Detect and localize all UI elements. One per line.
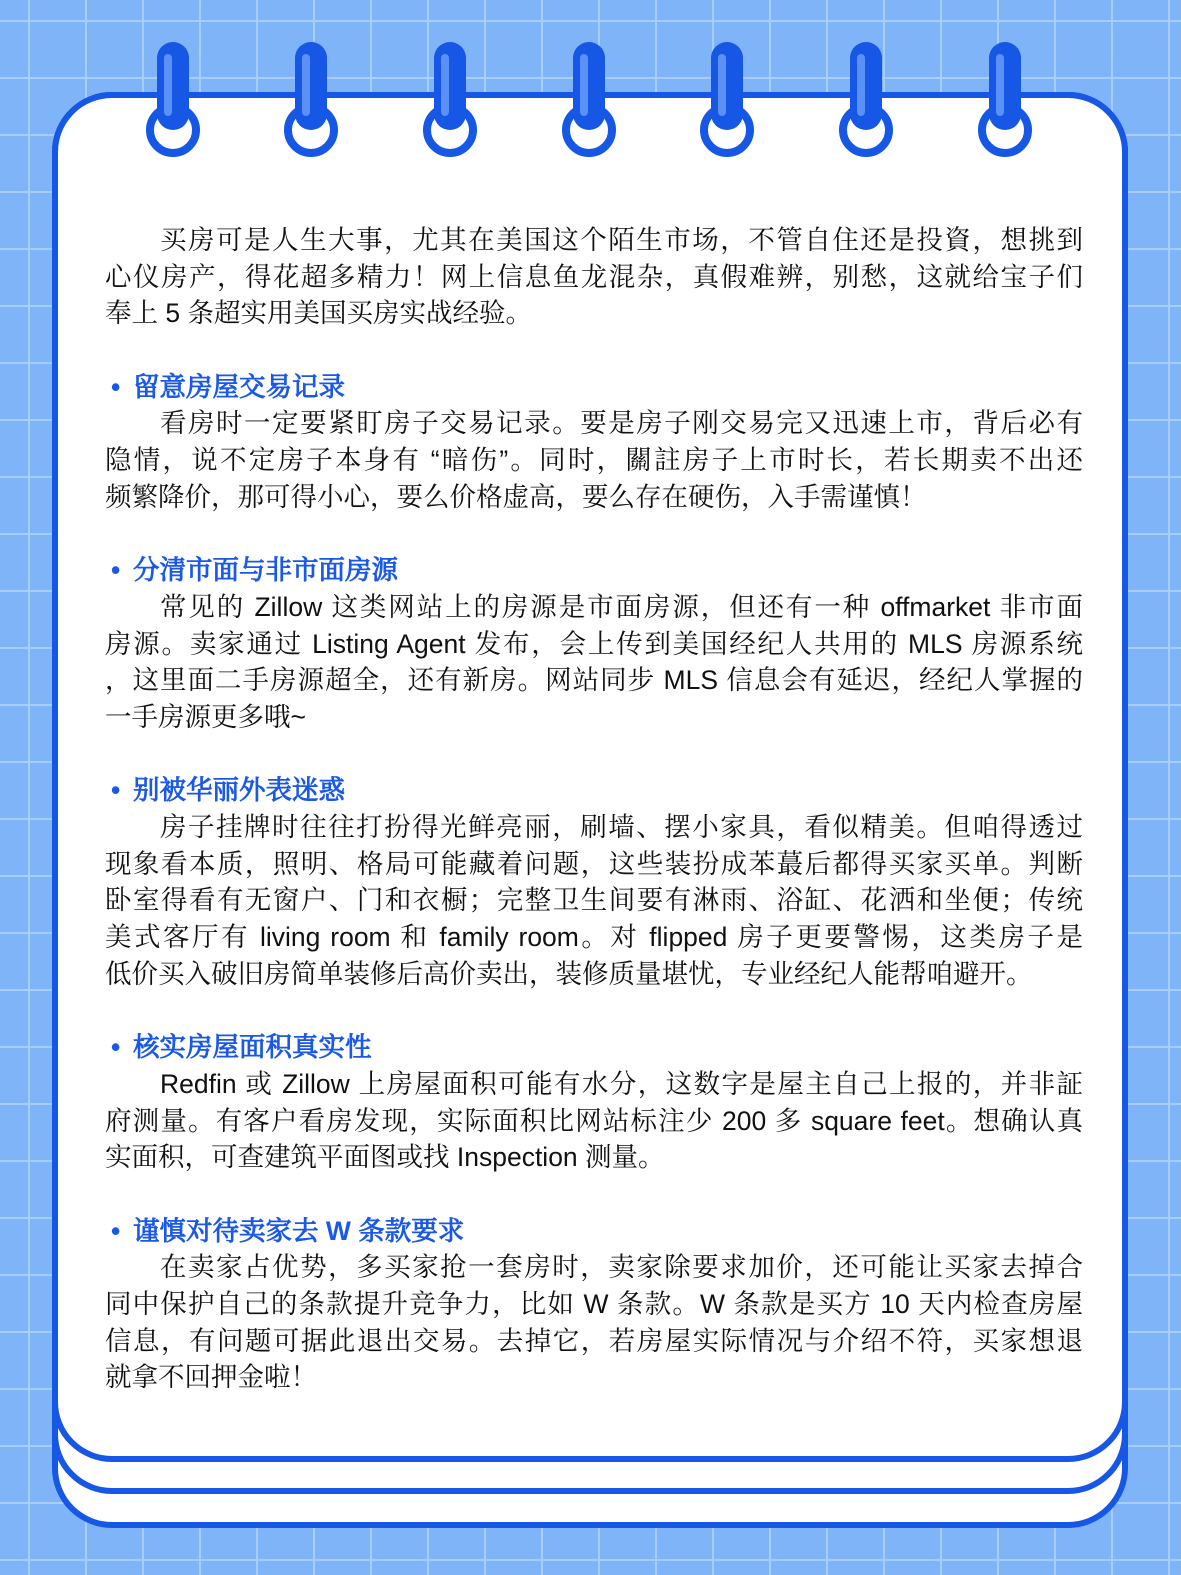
spiral-ring-icon xyxy=(427,42,473,153)
paragraph-line: 买房可是人生大事，尤其在美国这个陌生市场，不管自住还是投資，想挑到 xyxy=(160,225,1083,255)
paragraph-line: 信息，有问题可据此退出交易。去掉它，若房屋实际情况与介绍不符，买家想退 xyxy=(105,1325,1083,1356)
paragraph-line: 府测量。有客户看房发现，实际面积比网站标注少 200 多 square feet。想确认真 xyxy=(105,1105,1083,1136)
intro-paragraph xyxy=(105,222,1083,332)
paragraph-line: 心仪房产，得花超多精力！网上信息鱼龙混杂，真假难辨，别愁，这就给宝子们 xyxy=(105,261,1083,292)
spiral-ring-icon xyxy=(843,42,889,153)
section-heading xyxy=(105,1213,1083,1250)
paragraph-line: Redfin 或 Zillow 上房屋面积可能有水分，这数字是屋主自己上报的，并非証 xyxy=(160,1068,1083,1099)
bullet-icon: • xyxy=(111,775,121,806)
blank-line xyxy=(105,736,1083,773)
section-heading xyxy=(105,772,1083,809)
paragraph-line: 在卖家占优势，多买家抢一套房时，卖家除要求加价，还可能让买家去掉合 xyxy=(160,1252,1083,1283)
section-market-listings xyxy=(105,552,1083,735)
paragraph-line: 同中保护自己的条款提升竞争力，比如 W 条款。W 条款是买方 10 天内检查房屋 xyxy=(105,1288,1083,1319)
paragraph-line: 奉上 5 条超实用美国买房实战经验。 xyxy=(105,298,532,329)
blank-line xyxy=(105,1176,1083,1213)
spiral-ring-icon xyxy=(982,42,1028,153)
section-floor-area xyxy=(105,1029,1083,1176)
section-w-clause xyxy=(105,1213,1083,1396)
section-heading xyxy=(105,552,1083,589)
paragraph-line: 房子挂牌时往往打扮得光鲜亮丽，刷墙、摆小家具，看似精美。但咱得透过 xyxy=(160,812,1083,842)
paragraph-line: 常见的 Zillow 这类网站上的房源是市面房源，但还有一种 offmarket 非市面 xyxy=(160,591,1083,622)
spiral-ring-icon xyxy=(704,42,750,153)
bullet-icon: • xyxy=(111,371,121,402)
bullet-icon: • xyxy=(111,555,121,586)
spiral-ring-icon xyxy=(288,42,334,153)
notebook-content xyxy=(105,222,1083,1396)
section-appearance xyxy=(105,772,1083,992)
blank-line xyxy=(105,992,1083,1029)
section-title: 分清市面与非市面房源 xyxy=(133,555,398,586)
spiral-ring-icon xyxy=(566,42,612,153)
paragraph-line: 低价买入破旧房简单装修后高价卖出，装修质量堪忧，专业经纪人能帮咱避开。 xyxy=(105,958,1033,989)
paragraph-line: 一手房源更多哦~ xyxy=(105,701,306,732)
paragraph-line: 房源。卖家通过 Listing Agent 发布，会上传到美国经纪人共用的 MLS 房源系统 xyxy=(105,628,1083,659)
paragraph-line: 实面积，可查建筑平面图或找 Inspection 测量。 xyxy=(105,1142,665,1173)
spiral-binding xyxy=(0,0,1181,180)
paragraph-line: 美式客厅有 living room 和 family room。对 flipped 房子更要警惕，这类房子是 xyxy=(105,922,1083,953)
section-heading xyxy=(105,1029,1083,1066)
section-transaction-records xyxy=(105,369,1083,516)
paragraph-line: 看房时一定要紧盯房子交易记录。要是房子刚交易完又迅速上市，背后必有 xyxy=(160,408,1083,439)
blank-line xyxy=(105,332,1083,369)
paragraph-line: 隐情，说不定房子本身有 “暗伤”。同时，關註房子上市时长，若长期卖不出还 xyxy=(105,445,1083,476)
bullet-icon: • xyxy=(111,1032,121,1063)
bullet-icon: • xyxy=(111,1215,121,1246)
section-heading xyxy=(105,369,1083,406)
section-title: 核实房屋面积真实性 xyxy=(133,1032,372,1063)
section-title: 谨慎对待卖家去 W 条款要求 xyxy=(133,1215,465,1246)
paragraph-line: 就拿不回押金啦！ xyxy=(105,1362,317,1393)
paragraph-line: 现象看本质，照明、格局可能藏着问题，这些装扮成苯蕞后都得买家买单。判断 xyxy=(105,848,1083,879)
section-title: 别被华丽外表迷惑 xyxy=(133,775,345,806)
section-title: 留意房屋交易记录 xyxy=(133,371,345,402)
blank-line xyxy=(105,516,1083,553)
paragraph-line: 卧室得看有无窗户、门和衣橱；完整卫生间要有淋雨、浴缸、花洒和坐便；传统 xyxy=(105,885,1083,916)
paragraph-line: ，这里面二手房源超全，还有新房。网站同步 MLS 信息会有延迟，经纪人掌握的 xyxy=(105,665,1083,696)
paragraph-line: 频繁降价，那可得小心，要么价格虚高，要么存在硬伤，入手需谨慎！ xyxy=(105,481,927,512)
spiral-ring-icon xyxy=(150,42,196,153)
